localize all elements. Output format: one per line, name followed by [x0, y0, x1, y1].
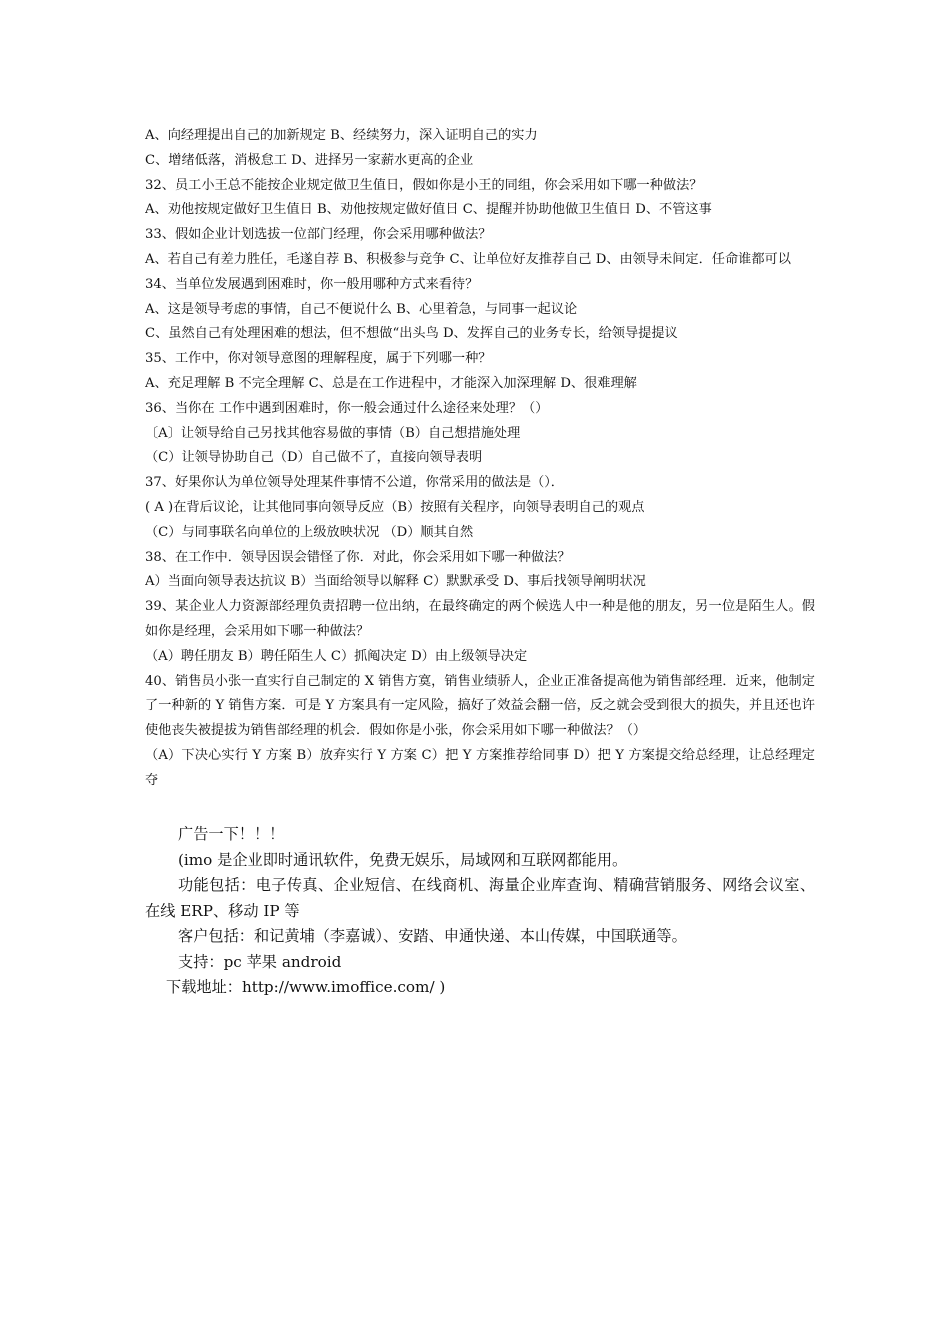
- answer-line: 〔A〕让领导给自己另找其他容易做的事情（B）自己想措施处理: [145, 425, 521, 441]
- ad-support: 支持：pc 苹果 android: [178, 952, 342, 971]
- question-34: 34、当单位发展遇到困难时，你一般用哪种方式来看待？: [145, 276, 479, 292]
- ad-clients: 客户包括：和记黄埔（李嘉诚）、安踏、申通快递、本山传媒，中国联通等。: [178, 927, 687, 945]
- answer-line: C、增绪低落，消极怠工 D、进择另一家薪水更高的企业: [145, 152, 474, 168]
- ad-download-link[interactable]: 下载地址：http://www.imoffice.com/ ): [166, 978, 446, 996]
- question-37: 37、好果你认为单位领导处理某件事情不公道，你常采用的做法是（）．: [145, 475, 564, 491]
- question-33: 33、假如企业计划选拔一位部门经理，你会采用哪种做法？: [145, 227, 492, 243]
- ad-features: 功能包括：电子传真、企业短信、在线商机、海量企业库查询、精确营销服务、网络会议室、在线 ERP、移动 IP 等: [145, 876, 815, 920]
- question-35: 35、工作中，你对领导意图的理解程度，属于下列哪一种？: [145, 351, 492, 367]
- advertisement: [145, 822, 815, 1001]
- answer-line: ( A )在背后议论，让其他同事向领导反应（B）按照有关程序，向领导表明自己的观点: [145, 499, 645, 515]
- answer-line: A、这是领导考虑的事情，自己不便说什么 B、心里着急，与同事一起议论: [145, 301, 578, 317]
- answer-line: A、充足理解 B 不完全理解 C、总是在工作进程中，才能深入加深理解 D、很难理解: [145, 375, 637, 391]
- answer-39: （A）聘任朋友 B）聘任陌生人 C）抓阄决定 D）由上级领导决定: [145, 648, 528, 664]
- ad-intro: (imo 是企业即时通讯软件，免费无娱乐，局域网和互联网都能用。: [178, 850, 628, 869]
- answer-line: C、虽然自己有处理困难的想法，但不想做“出头鸟 D、发挥自己的业务专长，给领导提提议: [145, 326, 678, 342]
- question-32: 32、员工小王总不能按企业规定做卫生值日，假如你是小王的同组，你会采用如下哪一种做法？: [145, 177, 703, 193]
- answer-line: （C）与同事联名向单位的上级放映状况 （D）顺其自然: [145, 524, 474, 540]
- question-40: 40、销售员小张一直实行自己制定的 X 销售方寞，销售业绩骄人，企业正准备提高他为销售部经理．近来，他制定了一种新的 Y 销售方案．可是 Y 方案具有一定风险，搞好了效益会翻一倍，反之就会受到很大的损失，并且还也许使他丧失被提拔为销售部经理的机会．假如你是小张，你会采用如下哪一种做法？（）: [145, 673, 815, 739]
- question-38: 38、在工作中．领导因误会错怪了你．对此，你会采用如下哪一种做法？: [145, 549, 571, 565]
- question-list: [145, 124, 815, 794]
- answer-33: A、若自己有差力胜任，毛遂自荐 B、积极参与竞争 C、让单位好友推荐自己 D、由领导未间定．任命谁都可以: [145, 251, 791, 267]
- question-39: 39、某企业人力资源部经理负责招聘一位出纳，在最终确定的两个候选人中一种是他的朋友，另一位是陌生人。假如你是经理，会采用如下哪一种做法？: [145, 599, 815, 639]
- answer-40: （A）下决心实行 Y 方案 B）放弃实行 Y 方案 C）把 Y 方案推荐给同事 D）把 Y 方案提交给总经理，让总经理定夺: [145, 747, 815, 788]
- answer-line: A）当面向领导表达抗议 B）当面给领导以解释 C）默默承受 D、事后找领导阐明状况: [145, 574, 646, 590]
- answer-line: A、劝他按规定做好卫生值日 B、劝他按规定做好值日 C、提醒并协助他做卫生值日 D、不管这事: [145, 202, 712, 218]
- question-36: 36、当你在 工作中遇到困难时，你一般会通过什么途径来处理？（）: [145, 400, 549, 416]
- answer-line: A、向经理提出自己的加新规定 B、经续努力，深入证明自己的实力: [145, 128, 538, 143]
- ad-title: 广告一下！！！: [178, 825, 285, 843]
- answer-line: （C）让领导协助自己（D）自己做不了，直接向领导表明: [145, 450, 483, 466]
